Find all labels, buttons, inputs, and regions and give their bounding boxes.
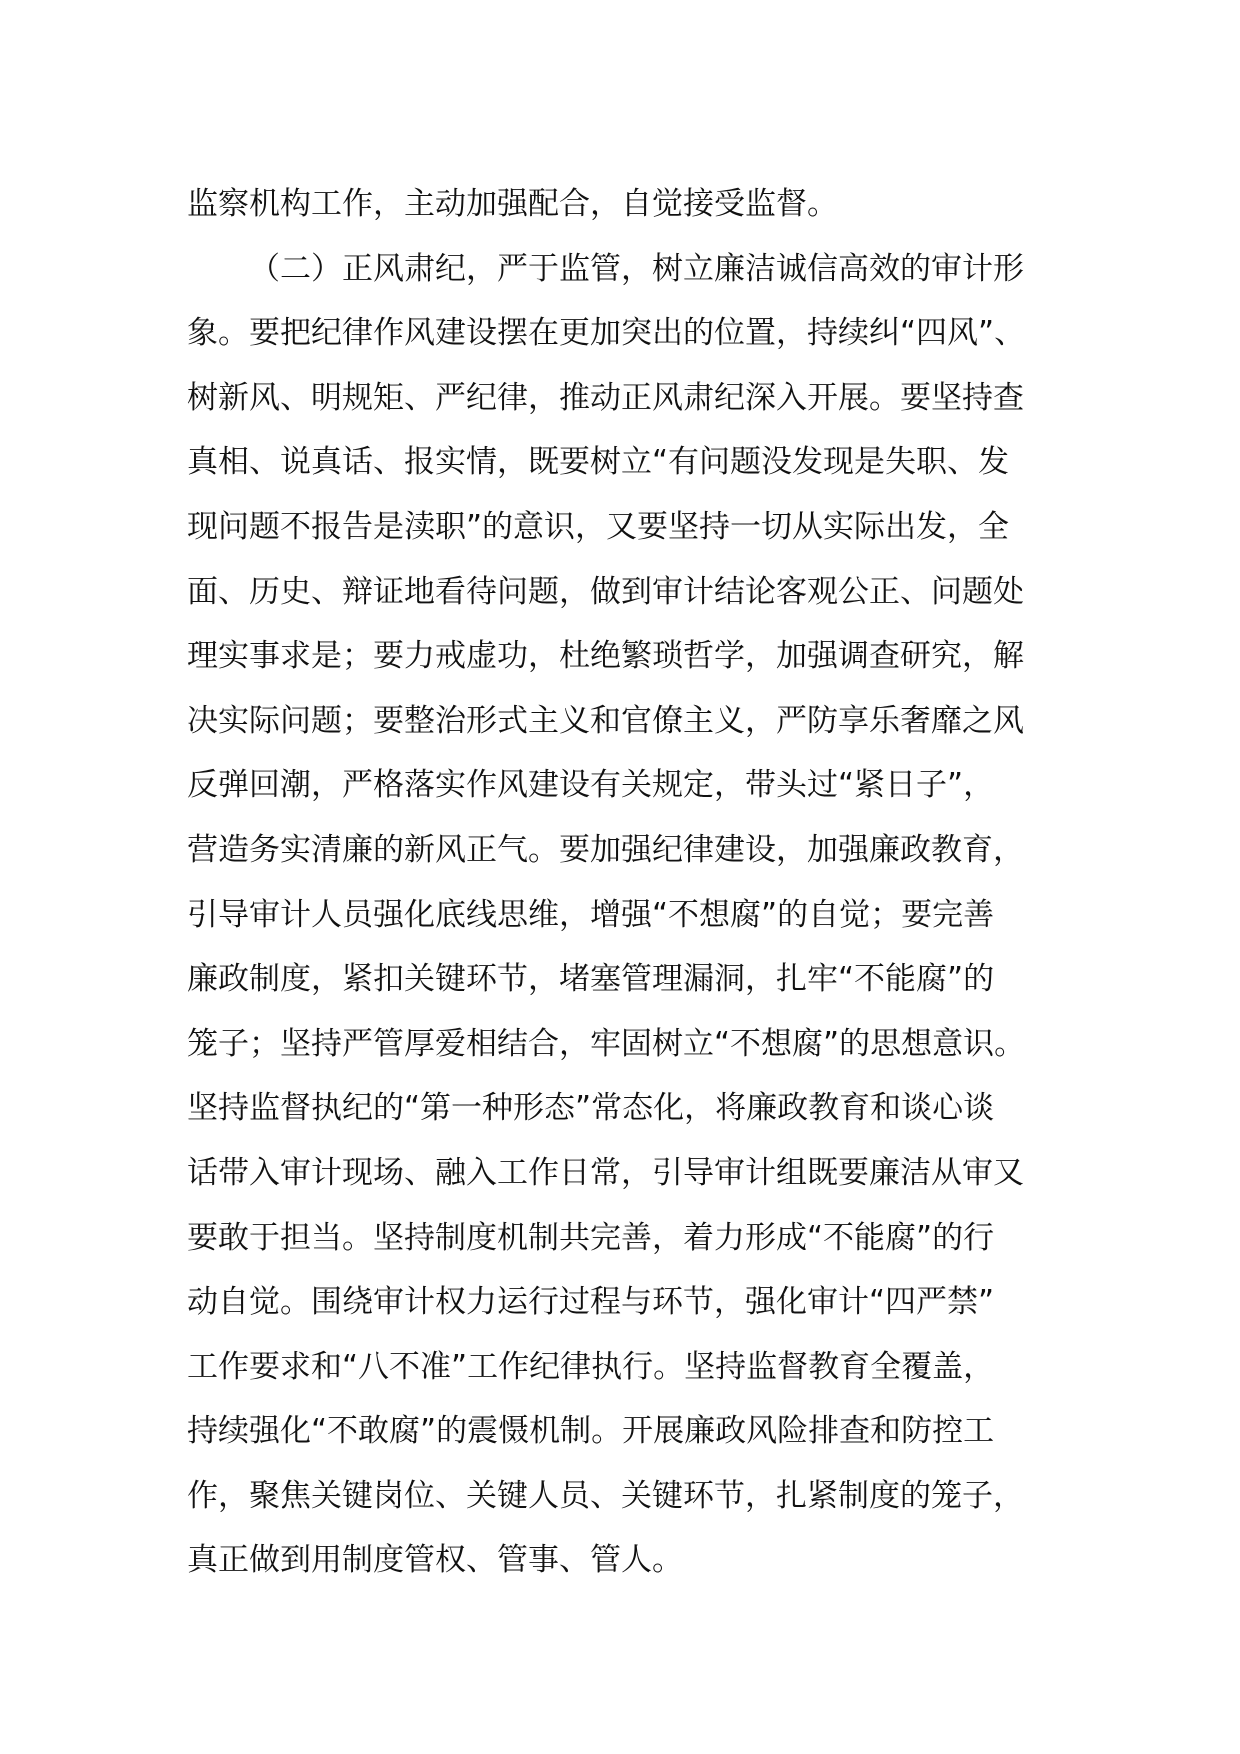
text-line: 现问题不报告是渎职”的意识，又要坚持一切从实际出发，全 xyxy=(187,508,1010,545)
text-line: 廉政制度，紧扣关键环节，堵塞管理漏洞，扎牢“不能腐”的 xyxy=(187,961,995,998)
text-line: 真相、说真话、报实情，既要树立“有问题没发现是失职、发 xyxy=(187,444,1010,481)
text-line: 树新风、明规矩、严纪律，推动正风肃纪深入开展。要坚持查 xyxy=(187,379,1024,416)
text-line: 理实事求是；要力戒虚功，杜绝繁琐哲学，加强调查研究，解 xyxy=(187,638,1024,675)
text-line: 工作要求和“八不准”工作纪律执行。坚持监督教育全覆盖， xyxy=(187,1348,995,1385)
text-line: 动自觉。围绕审计权力运行过程与环节，强化审计“四严禁” xyxy=(187,1284,995,1321)
text-line: 笼子；坚持严管厚爱相结合，牢固树立“不想腐”的思想意识。 xyxy=(187,1025,1026,1062)
text-line: 坚持监督执纪的“第一种形态”常态化，将廉政教育和谈心谈 xyxy=(187,1090,995,1127)
text-line: 作，聚焦关键岗位、关键人员、关键环节，扎紧制度的笼子， xyxy=(187,1477,1024,1514)
document-body xyxy=(187,172,1067,1593)
text-line: 监察机构工作，主动加强配合，自觉接受监督。 xyxy=(187,186,838,222)
text-line: 真正做到用制度管权、管事、管人。 xyxy=(187,1542,683,1579)
text-line: 要敢于担当。坚持制度机制共完善，着力形成“不能腐”的行 xyxy=(187,1219,995,1256)
text-line: 持续强化“不敢腐”的震慑机制。开展廉政风险排查和防控工 xyxy=(187,1413,995,1450)
text-line: 面、历史、辩证地看待问题，做到审计结论客观公正、问题处 xyxy=(187,573,1024,610)
text-line: 象。要把纪律作风建设摆在更加突出的位置，持续纠“四风”、 xyxy=(187,315,1026,352)
text-line: （二）正风肃纪，严于监管，树立廉洁诚信高效的审计形 xyxy=(249,250,1024,287)
text-line: 决实际问题；要整治形式主义和官僚主义，严防享乐奢靡之风 xyxy=(187,702,1024,739)
text-line: 营造务实清廉的新风正气。要加强纪律建设，加强廉政教育， xyxy=(187,831,1024,868)
text-line: 引导审计人员强化底线思维，增强“不想腐”的自觉；要完善 xyxy=(187,896,995,933)
text-line: 反弹回潮，严格落实作风建设有关规定，带头过“紧日子”， xyxy=(187,767,995,804)
text-line: 话带入审计现场、融入工作日常，引导审计组既要廉洁从审又 xyxy=(187,1154,1024,1191)
